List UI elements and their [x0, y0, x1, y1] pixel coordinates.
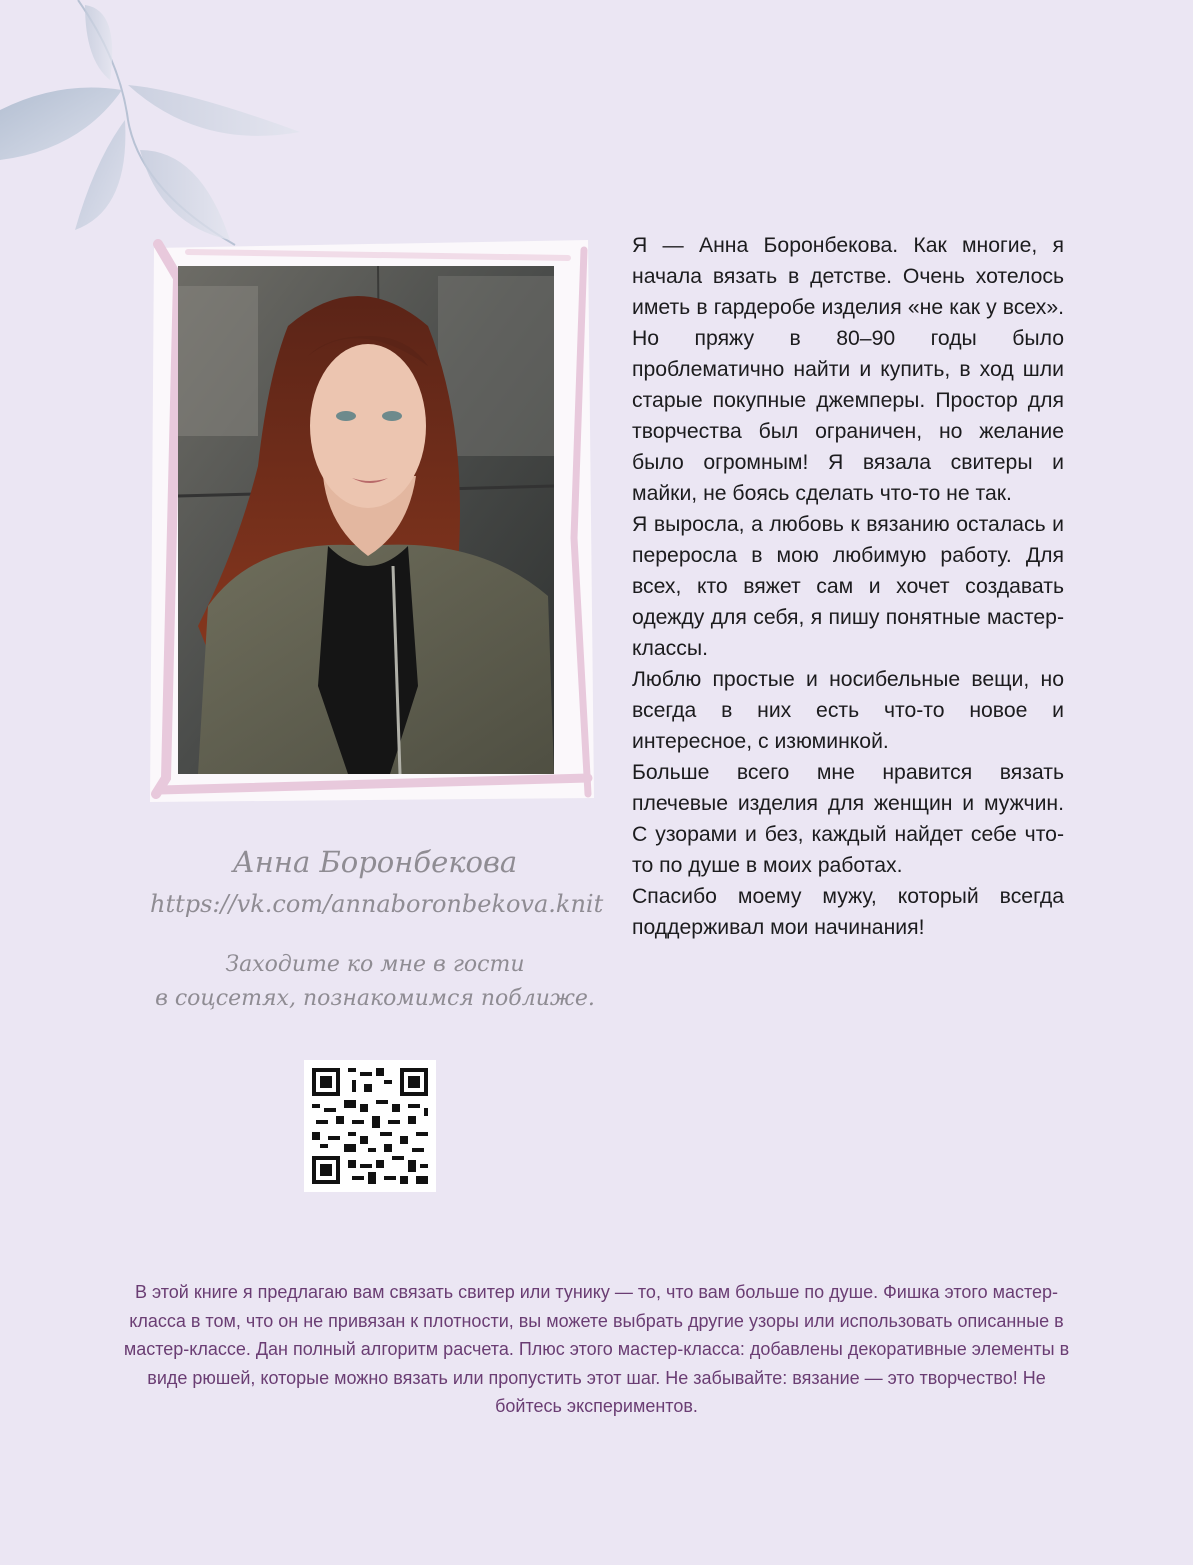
- bio-text: [632, 230, 1064, 943]
- qr-code[interactable]: [304, 1060, 436, 1192]
- book-intro-text: В этой книге я предлагаю вам связать свитер или тунику — то, что вам больше по душе. Фишка этого мастер-класса в том, что он не привязан к плотности, вы можете выбрать другие узоры или использовать описанные в мастер-классе. Дан полный алгоритм расчета. Плюс этого мастер-класса: добавлены декоративные элементы в виде рюшей, которые можно вязать или пропустить этот шаг. Не забывайте: вязание — это творчество! Не бойтесь экспериментов.: [123, 1282, 1070, 1416]
- author-photo-frame: [148, 238, 596, 804]
- bio-paragraph-2: Я выросла, а любовь к вязанию осталась и переросла в мою любимую работу. Для всех, кто вяжет сам и хочет создавать одежду для себя, я пишу понятные мастер-классы.: [632, 513, 1064, 660]
- author-vk-link[interactable]: https://vk.com/annaboronbekova.knit: [150, 890, 604, 918]
- bio-paragraph-5: Спасибо моему мужу, который всегда поддерживал мои начинания!: [632, 885, 1064, 939]
- bio-paragraph-1: Я — Анна Боронбекова. Как многие, я начала вязать в детстве. Очень хотелось иметь в гардеробе изделия «не как у всех». Но пряжу в 80–90 годы было проблематично найти и купить, в ход шли старые покупные джемперы. Простор для творчества был ограничен, но желание было огромным! Я вязала свитеры и майки, не боясь сделать что-то не так.: [632, 234, 1064, 505]
- invite-line-2: в соцсетях, познакомимся поближе.: [155, 986, 595, 1011]
- invite-line-1: Заходите ко мне в гости: [225, 952, 525, 977]
- author-name: Анна Боронбекова: [232, 845, 518, 879]
- leaf-decoration: [0, 0, 320, 260]
- bio-paragraph-3: Люблю простые и носибельные вещи, но всегда в них есть что-то новое и интересное, с изюминкой.: [632, 668, 1064, 753]
- author-caption: [150, 840, 604, 924]
- author-photo: [178, 266, 554, 774]
- invite-text: [150, 948, 600, 1016]
- bio-paragraph-4: Больше всего мне нравится вязать плечевые изделия для женщин и мужчин. С узорами и без, каждый найдет себе что-то по душе в моих работах.: [632, 761, 1064, 877]
